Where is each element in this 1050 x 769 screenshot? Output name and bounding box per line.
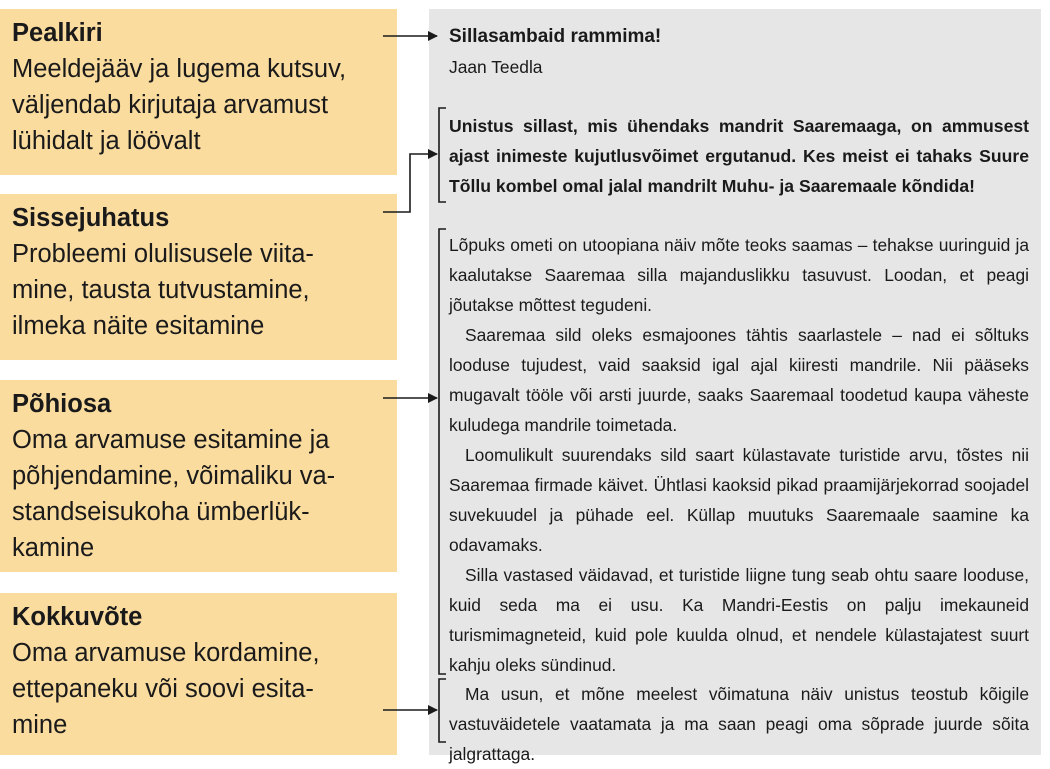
section-title: Põhiosa: [12, 390, 112, 418]
section-line: mine, tausta tutvustamine,: [12, 276, 310, 304]
bracket-body: [439, 229, 446, 674]
section-line: ettepaneku või soovi esita-: [12, 675, 314, 703]
section-line: Probleemi olulisusele viita-: [12, 240, 314, 268]
section-line: Oma arvamuse kordamine,: [12, 639, 320, 667]
section-line: kamine: [12, 534, 95, 562]
body-paragraph: Saaremaa sild oleks esmajoones tähtis saarlastele – nad ei sõltuks looduse tujudest, vaid saaksid igal ajal kiiresti mandrile. Nii pääseks mugavalt tööle või arsti juurde, saaks Saaremaal toodetud kaupa väheste kuludega mandrile toimetada.: [449, 325, 1029, 435]
conclusion-paragraph: Ma usun, et mõne meelest võimatuna näiv unistus teostub kõigile vastuväidetele vaatamata ja ma saan peagi oma sõprade juurde sõita jalgrattaga.: [449, 684, 1029, 764]
body-paragraph: Silla vastased väidavad, et turistide liigne tung seab ohtu saare looduse, kuid seda ma ei usu. Ka Mandri-Eestis on palju imekauneid turismimagneteid, kuid pole kuulda olnud, et nendele külastajatest suurt kahju oleks sündinud.: [449, 565, 1029, 675]
bracket-conclusion: [439, 679, 446, 742]
section-title: Sissejuhatus: [12, 204, 170, 232]
bracket-lead: [439, 108, 446, 202]
section-line: Meeldejääv ja lugema kutsuv,: [12, 55, 347, 83]
article-title: Sillasambaid rammima!: [449, 26, 662, 47]
body-paragraph: Lõpuks ometi on utoopiana näiv mõte teoks saamas – tehakse uuringuid ja kaalutakse Saaremaa silla majanduslikku tasuvust. Loodan, et peagi jõutakse mõttest tegudeni.: [449, 235, 1029, 315]
section-title: Kokkuvõte: [12, 603, 143, 631]
section-line: standseisukoha ümberlük-: [12, 498, 310, 526]
body-paragraph: Loomulikult suurendaks sild saart külastavate turistide arvu, tõstes nii Saaremaa firmade käivet. Ühtlasi kaoksid pikad praamijärjekorrad soojadel suvekuudel ja pühade eel. Küllap muutuks Saaremaale saamine ka odavamaks.: [449, 445, 1029, 555]
section-line: ilmeka näite esitamine: [12, 312, 265, 340]
section-line: mine: [12, 711, 68, 739]
article-author: Jaan Teedla: [449, 57, 543, 77]
arrow-sissejuhatus: [383, 154, 437, 212]
section-line: väljendab kirjutaja arvamust: [12, 91, 329, 119]
section-line: põhjendamine, võimaliku va-: [12, 462, 336, 490]
section-line: lühidalt ja löövalt: [12, 127, 201, 155]
section-line: Oma arvamuse esitamine ja: [12, 426, 330, 454]
section-title: Pealkiri: [12, 19, 103, 47]
article-lead: Unistus sillast, mis ühendaks mandrit Saaremaaga, on ammusest ajast inimeste kujutlusvõimet ergutanud. Kes meist ei tahaks Suure Tõllu kombel omal jalal mandrilt Muhu- ja Saaremaale kõndida!: [449, 116, 1029, 196]
